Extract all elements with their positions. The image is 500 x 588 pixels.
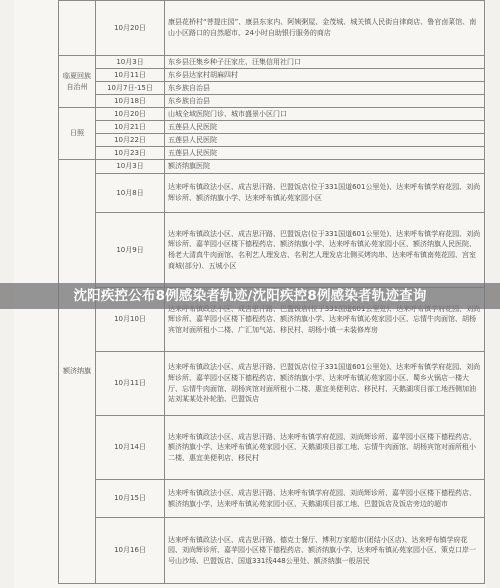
detail-cell: 达来呼布镇政法小区、成吉思汗路、巴盟饭店(位于331国道601公里处)、达来呼布镇学府花园、刘尚辉诊所、嘉苹园小区楼下德程药店、额济纳旗小学、达来呼布镇沁苑家园小区、额济纳旗人民医院、杨老大清真牛肉面馆、名利艺人理发店、名利艺人理发店北侧买烤肉串、达来呼布镇南苑花园、宫室商城(部分)、五城小区 xyxy=(165,213,485,288)
detail-cell: 额济纳旗医院 xyxy=(165,160,485,174)
overlay-title: 沈阳疾控公布8例感染者轨迹/沈阳疾控8例感染者轨迹查询 xyxy=(73,288,427,304)
table-row xyxy=(59,174,485,213)
date-cell: 10月10日 xyxy=(96,288,165,352)
date-cell: 10月15日 xyxy=(96,480,165,518)
date-cell: 10月20日 xyxy=(96,108,165,121)
detail-cell: 东乡县汪集乡种子汪家庄、汪集信用社门口 xyxy=(165,56,485,69)
date-cell: 10月8日 xyxy=(96,174,165,213)
date-cell: 10月16日 xyxy=(96,518,165,584)
detail-cell: 达来呼布镇政法小区、成吉思汗路、巴盟饭店(位于331国道601公里处)、达来呼布镇学府花园、刘尚辉诊所、嘉苹园小区楼下德程药店、额济纳旗小学、达来呼布镇沁苑家园小区、蜀乡火锅店一楼大厅、忘情牛肉面馆、胡杨宾馆对面所租小二楼、惠宜美便利店、移民村、天鹅湖项目部工地西侧加油站刘某某处补轮胎、巴盟饭店 xyxy=(165,352,485,416)
detail-cell: 达来呼布镇政法小区、成吉思汗路、巴盟饭店(位于331国道601公里处)、达来呼布镇学府花园、刘尚辉诊所、额济纳旗小学、达来呼布镇沁苑家园小区 xyxy=(165,174,485,213)
date-cell: 10月11日 xyxy=(96,352,165,416)
region-cell: 日照 xyxy=(59,108,96,160)
detail-cell: 达来呼布镇政法小区、成吉思汗路、德克士餐厅、博利万家超市(团结小区店)、达来呼布镇学府花园、刘尚辉诊所、嘉苹园小区楼下德程药店、额济纳旗小学、达来呼布镇沁苑家园小区、策克口岸一号山沙场、巴盟饭店、国道331线448公里处、额济纳旗一般居民 xyxy=(165,518,485,584)
title-overlay-banner xyxy=(0,283,500,309)
detail-cell: 达来呼布镇政法小区、成吉思汗路、达来呼布镇学府花园、刘尚辉诊所、嘉苹园小区楼下德程药店、额济纳旗小学、达来呼布镇沁苑家园小区、天鹅湖项目部工地、忘情牛肉面馆、胡杨宾馆对面所租小二楼、惠宜美便利店、移民村 xyxy=(165,416,485,480)
detail-cell: 辉诊所、嘉苹园小区楼下德程药店、额济纳旗小学、达来呼布镇沁苑家园小区、忘情牛肉面馆、胡杨宾馆对面所租小二楼、广汇加气站、移民村、胡杨小镇一未装修库房 xyxy=(165,288,485,352)
region-cell: 额济纳旗 xyxy=(59,160,96,584)
date-cell: 10月20日 xyxy=(96,1,165,56)
table-row xyxy=(59,352,485,416)
table-row xyxy=(59,69,485,82)
detail-cell: 山城全域医院门诊、城市盛景小区门口 xyxy=(165,108,485,121)
table-row xyxy=(59,1,485,56)
date-cell: 10月3日 xyxy=(96,56,165,69)
detail-cell: 东乡县达家村胡麻四村 xyxy=(165,69,485,82)
detail-cell: 康县花桥村“菩提庄园”、康县东家内、阿姨粥屋、金茂城、城关镇人民街自律商店、鲁官卤菜馆、南山小区路口的自然超市、24小时自助银行服务的商店 xyxy=(165,1,485,56)
table-row xyxy=(59,160,485,174)
date-cell: 10月22日 xyxy=(96,134,165,147)
detail-cell: 东乡族自治县 xyxy=(165,95,485,108)
table-row xyxy=(59,416,485,480)
detail-cell: 五莲县人民医院 xyxy=(165,121,485,134)
date-cell: 10月3日 xyxy=(96,160,165,174)
table-row xyxy=(59,213,485,288)
region-cell: 临夏回族自治州 xyxy=(59,56,96,108)
table-row xyxy=(59,147,485,160)
table-row xyxy=(59,56,485,69)
detail-cell: 东乡族自治县 xyxy=(165,82,485,95)
date-cell: 10月9日 xyxy=(96,213,165,288)
table-row xyxy=(59,82,485,95)
date-cell: 10月7日-15日 xyxy=(96,82,165,95)
date-cell: 10月18日 xyxy=(96,95,165,108)
table-row xyxy=(59,95,485,108)
table-row xyxy=(59,134,485,147)
region-cell xyxy=(59,1,96,56)
date-cell: 10月11日 xyxy=(96,69,165,82)
detail-cell: 五莲县人民医院 xyxy=(165,147,485,160)
table-row xyxy=(59,121,485,134)
table-row xyxy=(59,518,485,584)
table-row xyxy=(59,108,485,121)
date-cell: 10月23日 xyxy=(96,147,165,160)
table-row xyxy=(59,480,485,518)
date-cell: 10月14日 xyxy=(96,416,165,480)
detail-cell: 达来呼布镇政法小区、成吉思汗路、达来呼布镇学府花园、刘尚辉诊所、嘉苹园小区楼下德程药店、额济纳旗小学、达来呼布镇沁苑家园小区、天鹅湖项目部工地、巴盟饭店及饭店旁边的超市 xyxy=(165,480,485,518)
detail-cell: 五莲县人民医院 xyxy=(165,134,485,147)
date-cell: 10月21日 xyxy=(96,121,165,134)
